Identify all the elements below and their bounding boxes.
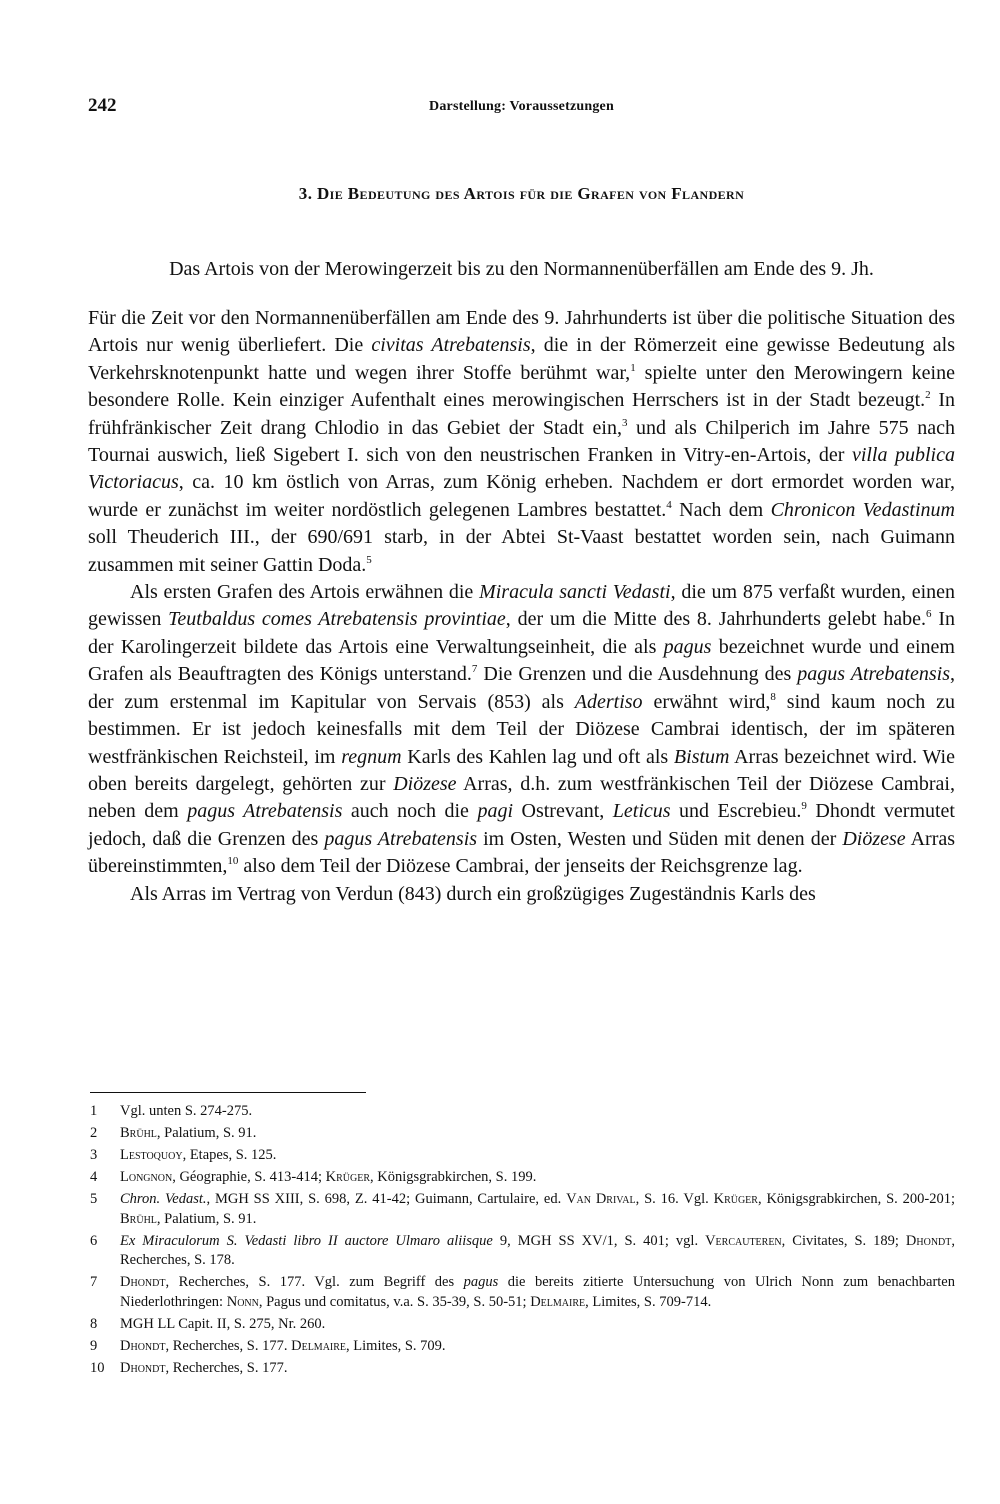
text-run: , Civitates, S. 189; [781,1232,906,1249]
footnote-number: 1 [90,1103,98,1119]
footnote-7 [88,1273,955,1312]
italic-title: Ex Miraculorum S. Vedasti libro II auctore Ulmaro aliisque [120,1232,493,1249]
text-run: , ca. 10 km östlich von Arras, zum König erheben. Nachdem er dort ermordet worden war, wurde er zunächst im weiter nordöstlich gelegenen Lambres bestattet. [88,471,955,521]
text-run: , S. 16. Vgl. [635,1191,714,1207]
text-run: , der um die Mitte des 8. Jahrhunderts gelebt habe. [505,608,927,631]
text-run: , Recherches, S. 177. [165,1337,292,1354]
footnote-number: 5 [90,1191,98,1207]
text-run: Vgl. unten S. 274-275. [120,1103,253,1119]
footnote-5 [88,1190,955,1229]
footnote-number: 9 [90,1337,98,1354]
italic-term: Leticus [612,800,671,823]
author-name: Delmaire [291,1337,347,1354]
italic-term: Diözese [393,772,457,795]
italic-term: Diözese [842,827,906,850]
footnote-9 [88,1337,955,1357]
footnote-1 [88,1102,955,1122]
footnote-number: 4 [90,1169,98,1185]
italic-term: pagus Atrebatensis [797,663,950,686]
author-name: Brühl [120,1210,157,1227]
author-name: Krüger [325,1169,370,1185]
text-run: MGH LL Capit. II, S. 275, Nr. 260. [120,1315,326,1332]
text-run: bezeichnet wurde und einem Grafen als Beauftragten des Königs unterstand. [88,635,955,686]
footnote-ref: 3 [621,416,628,429]
footnote-number: 3 [90,1147,98,1163]
text-run: , Recherches, S. 178. [120,1232,955,1268]
author-name: Dhondt [120,1274,166,1290]
italic-term: pagus Atrebatensis [324,827,478,850]
italic-term: Miracula sancti Vedasti [479,581,671,604]
text-run: spielte unter den Merowingern keine besondere Rolle. Kein einziger Aufenthalt eines merowingischen Herrschers ist in der Stadt bezeugt. [88,361,955,412]
text-run: , Limites, S. 709. [346,1337,446,1354]
footnote-ref: 2 [925,389,931,402]
footnote-ref: 7 [471,663,478,676]
footnote-rule [90,1092,366,1093]
paragraph-1 [88,305,955,579]
author-name: Delmaire [530,1293,586,1310]
text-run: also dem Teil der Diözese Cambrai, der jenseits der Reichsgrenze lag. [238,855,803,878]
footnote-ref: 8 [770,690,776,703]
text-run: sind kaum noch zu bestimmen. Er ist jedoch keinesfalls mit dem Teil der Diözese Cambrai identisch, der im späteren westfränkischen Reichsteil, im [88,690,956,768]
italic-term: Teutbaldus comes Atrebatensis provintiae [168,608,506,631]
text-run: die bereits zitierte Untersuchung von Ulrich Nonn zum benachbarten Niederlothringen: [120,1274,955,1310]
italic-term: pagus [463,1274,499,1290]
text-run: Arras, d.h. zum westfränkischen Teil der Diözese Cambrai, neben dem [88,772,955,823]
author-name: Lestoquoy [120,1147,183,1163]
author-name: Krüger [713,1191,758,1207]
footnote-3 [88,1146,955,1166]
section-heading: Das Artois von der Merowingerzeit bis zu den Normannenüberfällen am Ende des 9. Jh. [169,258,874,280]
page-header [88,95,955,125]
footnote-ref: 6 [926,608,932,621]
author-name: Dhondt [120,1359,166,1376]
footnotes [88,1102,955,1381]
text-run: Als Arras im Vertrag von Verdun (843) durch ein großzügiges Zugeständnis Karls des [130,882,816,905]
italic-term: pagus Atrebatensis [187,800,343,823]
chapter-title: 3. Die Bedeutung des Artois für die Grafen von Flandern [298,184,745,203]
footnote-ref: 10 [227,855,239,868]
author-name: Van Drival [566,1191,636,1207]
text-run: Als ersten Grafen des Artois erwähnen die [130,581,480,604]
text-run: , die um 875 verfaßt wurden, einen gewissen [88,581,955,631]
italic-term: pagi [477,800,513,823]
footnote-text [120,1146,955,1166]
footnote-text [120,1232,955,1271]
italic-term: villa publica Victoriacus [88,444,955,494]
text-run: Für die Zeit vor den Normannenüberfällen am Ende des 9. Jahrhunderts ist über die politische Situation des Artois nur wenig überliefert. Die [88,307,955,357]
footnote-number: 2 [90,1125,98,1141]
text-run: Die Grenzen und die Ausdehnung des [477,663,798,686]
footnote-number: 10 [90,1359,105,1376]
text-run: soll Theuderich III., der 690/691 starb, in der Abtei St-Vaast bestattet worden sein, nach Guimann zusammen mit seiner Gattin Doda. [88,526,955,576]
page-number: 242 [88,95,117,116]
text-run: , Königsgrabkirchen, S. 199. [370,1169,537,1185]
author-name: Vercauteren [705,1232,782,1249]
text-run: , Etapes, S. 125. [182,1147,277,1163]
footnote-ref: 1 [630,361,636,374]
footnote-10 [88,1359,955,1379]
footnote-text [120,1124,955,1144]
text-run: , der zum erstenmal im Kapitular von Servais (853) als [88,663,955,713]
footnote-text [120,1273,955,1312]
footnote-number: 8 [90,1315,98,1332]
text-run: im Osten, Westen und Süden mit denen der [477,827,843,850]
text-run: und als Chilperich im Jahre 575 nach Tournai auswich, ließ Sigebert I. sich von den neustrischen Franken in Vitry-en-Artois, der [88,416,955,467]
text-run: , Limites, S. 709-714. [585,1293,712,1310]
text-run: , Königsgrabkirchen, S. 200-201; [757,1191,955,1207]
text-run: Ostrevant, [513,800,613,823]
text-run: 9, MGH SS XV/1, S. 401; vgl. [492,1232,706,1249]
text-run: , Recherches, S. 177. [165,1359,288,1376]
text-run: , Palatium, S. 91. [156,1125,257,1141]
footnote-ref: 4 [666,498,672,511]
author-name: Dhondt [905,1232,952,1249]
text-run: auch noch die [342,800,478,823]
footnote-2 [88,1124,955,1144]
footnote-text [120,1337,955,1357]
author-name: Dhondt [120,1337,166,1354]
body-text [88,305,955,908]
text-run: erwähnt wird, [642,690,771,713]
italic-term: pagus [663,635,712,658]
text-run: Karls des Kahlen lag und oft als [401,745,674,768]
italic-term: Adertiso [574,690,643,713]
footnote-number: 6 [90,1232,98,1249]
text-run: , Géographie, S. 413-414; [172,1169,326,1185]
italic-title: Chron. Vedast. [120,1191,207,1207]
text-run: , die in der Römerzeit eine gewisse Bedeutung als Verkehrsknotenpunkt hatte und wegen ihrer Stoffe berühmt war, [88,334,956,384]
author-name: Longnon [120,1169,173,1185]
italic-term: civitas Atrebatensis [371,334,531,357]
text-run: Arras übereinstimmten, [88,827,956,878]
footnote-number: 7 [90,1274,98,1290]
italic-term: Chronicon Vedastinum [770,498,955,521]
italic-term: regnum [341,745,402,768]
italic-term: Bistum [673,745,730,768]
author-name: Brühl [120,1125,157,1141]
paragraph-2 [88,579,955,880]
running-head: Darstellung: Voraussetzungen [429,99,614,114]
footnote-text [120,1315,955,1335]
text-run: , Recherches, S. 177. Vgl. zum Begriff des [165,1274,464,1290]
text-run: , MGH SS XIII, S. 698, Z. 41-42; Guimann, Cartulaire, ed. [206,1191,567,1207]
footnote-text [120,1102,955,1122]
footnote-text [120,1190,955,1229]
footnote-ref: 9 [801,800,807,813]
footnote-4 [88,1168,955,1188]
text-run: Dhondt vermutet jedoch, daß die Grenzen des [88,800,955,850]
text-run: In der Karolingerzeit bildete das Artois eine Verwaltungseinheit, die als [88,608,955,658]
footnote-8 [88,1315,955,1335]
footnote-6 [88,1232,955,1271]
text-run: , Pagus und comitatus, v.a. S. 35-39, S. 50-51; [258,1293,531,1310]
footnote-ref: 5 [366,553,372,566]
text-run: , Palatium, S. 91. [156,1210,257,1227]
text-run: Nach dem [671,498,771,521]
text-run: Arras bezeichnet wird. Wie oben bereits dargelegt, gehörten zur [88,745,955,795]
author-name: Nonn [226,1293,259,1310]
paragraph-3 [88,881,955,908]
text-run: und Escrebieu. [670,800,802,823]
footnote-text [120,1359,955,1379]
footnote-text [120,1168,955,1188]
text-run: In frühfränkischer Zeit drang Chlodio in das Gebiet der Stadt ein, [88,389,955,439]
